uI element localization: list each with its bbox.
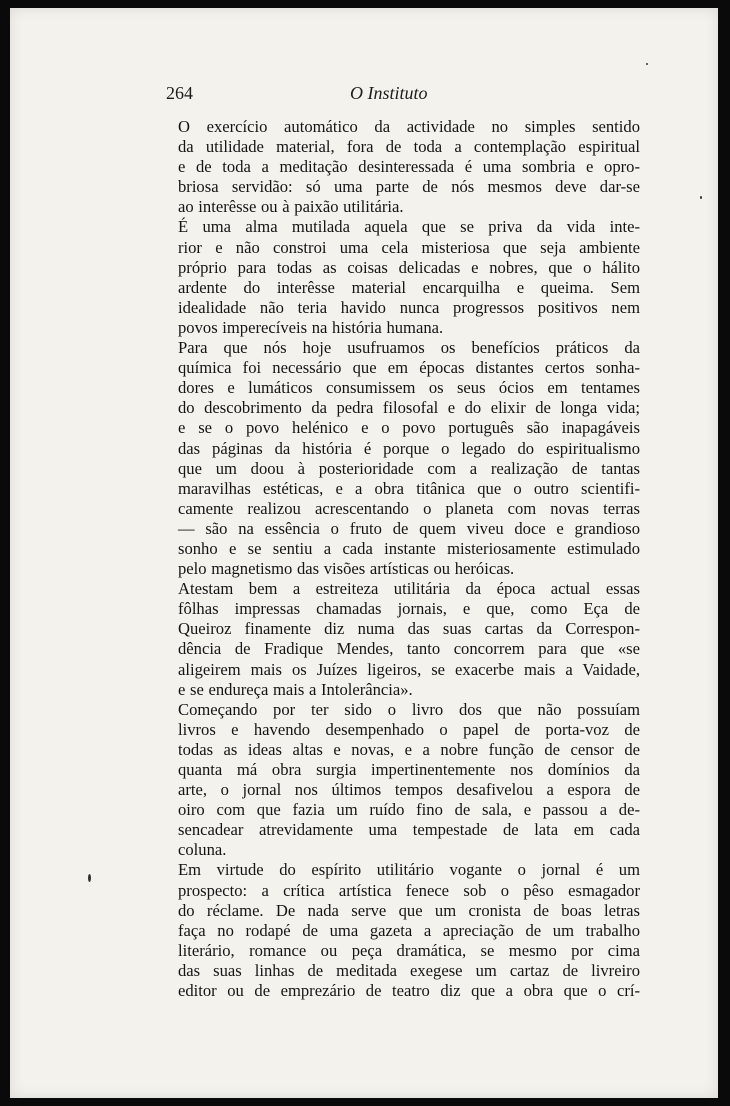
paragraph (160, 579, 640, 700)
text-line: fôlhas impressas chamadas jornais, e que, como Eça de (178, 599, 640, 619)
text-line: próprio para todas as coisas delicadas e nobres, que o hálito (178, 257, 640, 277)
text-line: dência de Fradique Mendes, tanto concorrem para que «se (178, 639, 640, 659)
text-line: livros e havendo desempenhado o papel de porta-voz de (178, 719, 640, 739)
text-line: das páginas da história é porque o legado do espiritualismo (178, 438, 640, 458)
paragraph (160, 117, 640, 217)
text-line: aligeirem mais os Juízes ligeiros, se exacerbe mais a Vaidade, (178, 659, 640, 679)
text-line: faça no rodapé de uma gazeta a apreciação de um trabalho (178, 920, 640, 940)
page-number: 264 (166, 83, 193, 103)
text-line: e de toda a meditação desinteressada é uma sombria e opro- (178, 157, 640, 177)
paper-speck (700, 196, 702, 199)
text-line: maravilhas estéticas, e a obra titânica que o outro scientifi- (178, 478, 640, 498)
text-line: do réclame. De nada serve que um cronista de boas letras (178, 900, 640, 920)
text-line: editor ou de emprezário de teatro diz que a obra que o crí- (178, 981, 640, 1001)
text-line: e se endureça mais a Intolerância». (178, 679, 413, 699)
paper-speck (88, 874, 91, 882)
text-line: química foi necessário que em épocas distantes certos sonha- (178, 358, 640, 378)
text-line: briosa servidão: só uma parte de nós mesmos deve dar-se (178, 177, 640, 197)
paper-speck (646, 63, 648, 65)
text-line: O exercício automático da actividade no simples sentido (178, 117, 640, 136)
paragraph (160, 338, 640, 579)
text-line: Começando por ter sido o livro dos que não possuíam (178, 699, 640, 719)
text-line: todas as ideas altas e novas, e a nobre função de censor de (178, 739, 640, 759)
text-line: rior e não constroi uma cela misteriosa que seja ambiente (178, 237, 640, 257)
text-line: arte, o jornal nos últimos tempos desafivelou a espora de (178, 780, 640, 800)
page-header (160, 79, 650, 109)
text-line: coluna. (178, 840, 227, 860)
text-line: que um doou à posterioridade com a realização de tantas (178, 458, 640, 478)
text-line: ardente do interêsse material encarquilha e queima. Sem (178, 277, 640, 297)
paragraph (160, 700, 640, 861)
text-line: quanta má obra surgia impertinentemente nos domínios da (178, 760, 640, 779)
book-page (10, 8, 718, 1098)
text-line: É uma alma mutilada aquela que se priva da vida inte- (178, 217, 640, 237)
body-text (160, 117, 640, 1001)
running-title: O Instituto (350, 83, 428, 103)
text-line: Para que nós hoje usufruamos os benefícios práticos da (178, 338, 640, 358)
text-line: Queiroz finamente diz numa das suas cartas da Correspon- (178, 619, 640, 639)
text-line: — são na essência o fruto de quem viveu doce e grandioso (178, 518, 640, 538)
text-line: oiro com que fazia um ruído fino de sala, e passou a de- (178, 800, 640, 820)
paragraph (160, 860, 640, 1001)
text-line: literário, romance ou peça dramática, se mesmo por cima (178, 940, 640, 960)
text-line: ao interêsse ou à paixão utilitária. (178, 197, 404, 217)
text-line: camente realizou acrescentando o planeta com novas terras (178, 498, 640, 518)
text-line: sonho e se sentiu a cada instante misteriosamente estimulado (178, 538, 640, 558)
text-line: Atestam bem a estreiteza utilitária da época actual essas (178, 579, 640, 599)
text-line: pelo magnetismo das visões artísticas ou heróicas. (178, 559, 515, 579)
text-line: do descobrimento da pedra filosofal e do elixir de longa vida; (178, 398, 640, 418)
text-line: da utilidade material, fora de toda a contemplação espiritual (178, 137, 640, 157)
text-line: das suas linhas de meditada exegese um cartaz de livreiro (178, 960, 640, 980)
text-line: povos imperecíveis na história humana. (178, 317, 444, 337)
text-line: sencadear atrevidamente uma tempestade de lata em cada (178, 820, 640, 840)
text-line: dores e lumáticos consumissem os seus ócios em tentames (178, 378, 640, 398)
text-line: idealidade não teria havido nunca progressos positivos nem (178, 297, 640, 317)
paragraph (160, 217, 640, 338)
text-line: prospecto: a crítica artística fenece sob o pêso esmagador (178, 880, 640, 900)
text-line: e se o povo helénico e o povo português são inapagáveis (178, 418, 640, 438)
text-line: Em virtude do espírito utilitário vogante o jornal é um (178, 860, 640, 880)
